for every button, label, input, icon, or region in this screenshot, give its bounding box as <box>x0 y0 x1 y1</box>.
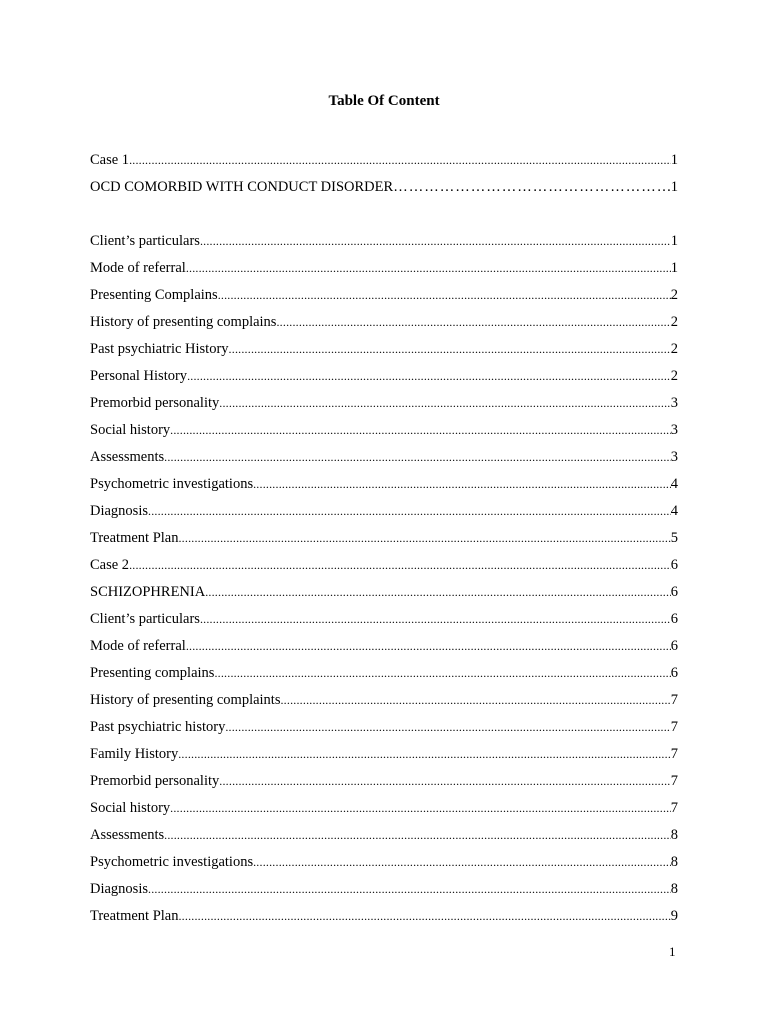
toc-entry-page: .1 <box>667 179 678 195</box>
toc-entry-past-psychiatric-history[interactable] <box>90 336 678 363</box>
toc-dot-leader <box>170 795 671 822</box>
toc-dot-leader <box>219 768 670 795</box>
toc-entry-premorbid-personality[interactable] <box>90 390 678 417</box>
toc-entry-label: History of presenting complains <box>90 314 277 330</box>
toc-dot-leader <box>205 579 671 606</box>
toc-entry-label: Mode of referral <box>90 260 186 276</box>
toc-entry-family-history[interactable] <box>90 741 678 768</box>
toc-entry-history-of-presenting-complaints-2[interactable] <box>90 687 678 714</box>
toc-dot-leader <box>170 417 671 444</box>
toc-dot-leader <box>186 633 671 660</box>
toc-entry-label: Social history <box>90 422 171 438</box>
toc-dot-leader <box>186 255 671 282</box>
toc-entry-page: 6 <box>670 584 678 600</box>
toc-entry-label: SCHIZOPHRENIA <box>90 584 206 600</box>
toc-entry-page: 8 <box>670 827 678 843</box>
toc-entry-page: 6 <box>670 611 678 627</box>
toc-entry-page: 2 <box>670 287 678 303</box>
toc-entry-clients-particulars-2[interactable] <box>90 606 678 633</box>
toc-dot-leader <box>229 336 671 363</box>
toc-entry-label: Client’s particulars <box>90 611 200 627</box>
toc-entry-page: 6 <box>670 665 678 681</box>
toc-entry-label: Treatment Plan <box>90 530 179 546</box>
toc-entry-premorbid-personality-2[interactable] <box>90 768 678 795</box>
toc-entry-mode-of-referral[interactable] <box>90 255 678 282</box>
toc-entry-page: 3 <box>670 422 678 438</box>
toc-entry-label: Psychometric investigations <box>90 476 254 492</box>
toc-dot-leader <box>178 741 671 768</box>
toc-entry-label: Treatment Plan <box>90 908 179 924</box>
toc-entry-history-of-presenting-complains[interactable] <box>90 309 678 336</box>
toc-entry-page: 2 <box>670 341 678 357</box>
toc-entry-page: 8 <box>670 854 678 870</box>
toc-entry-label: Client’s particulars <box>90 233 200 249</box>
toc-entry-label: Personal History <box>90 368 188 384</box>
toc-entry-clients-particulars[interactable] <box>90 228 678 255</box>
toc-entry-label: Presenting complains <box>90 665 215 681</box>
toc-entry-page: 4 <box>670 476 678 492</box>
toc-entry-page: 6 <box>670 557 678 573</box>
toc-entry-page: 7 <box>670 800 678 816</box>
toc-dot-leader <box>200 228 671 255</box>
toc-entry-case-2[interactable] <box>90 552 678 579</box>
toc-entry-schizophrenia[interactable] <box>90 579 678 606</box>
toc-entry-page: 3 <box>670 449 678 465</box>
toc-entry-label: Case 2 <box>90 557 130 573</box>
toc-entry-label: Psychometric investigations <box>90 854 254 870</box>
toc-dot-leader <box>225 714 670 741</box>
toc-dot-leader <box>148 498 671 525</box>
toc-title: Table Of Content <box>328 93 440 109</box>
toc-entry-label: Past psychiatric History <box>90 341 229 357</box>
toc-entry-label: Assessments <box>90 449 165 465</box>
toc-dot-leader <box>253 471 671 498</box>
toc-dot-leader <box>164 444 671 471</box>
toc-entry-diagnosis[interactable] <box>90 498 678 525</box>
toc-entry-page: 1 <box>670 152 678 168</box>
toc-dot-leader <box>219 390 670 417</box>
toc-entry-label: Social history <box>90 800 171 816</box>
toc-entry-mode-of-referral-2[interactable] <box>90 633 678 660</box>
toc-entry-treatment-plan[interactable] <box>90 525 678 552</box>
toc-entry-label: Premorbid personality <box>90 395 220 411</box>
toc-entry-label: Case 1 <box>90 152 130 168</box>
toc-dot-leader <box>187 363 671 390</box>
toc-dot-leader <box>129 147 671 174</box>
toc-entry-presenting-complains-2[interactable] <box>90 660 678 687</box>
toc-entry-page: 2 <box>670 368 678 384</box>
toc-dot-leader <box>178 903 670 930</box>
toc-dot-leader <box>276 309 670 336</box>
toc-entry-page: 1 <box>670 260 678 276</box>
toc-entry-page: 7 <box>670 773 678 789</box>
toc-entry-label: Assessments <box>90 827 165 843</box>
toc-dot-leader <box>164 822 671 849</box>
toc-entry-label: Family History <box>90 746 179 762</box>
toc-entry-psychometric-investigations-2[interactable] <box>90 849 678 876</box>
toc-entry-social-history-2[interactable] <box>90 795 678 822</box>
toc-entry-page: 7 <box>670 746 678 762</box>
toc-entry-assessments-2[interactable] <box>90 822 678 849</box>
toc-entry-page: 6 <box>670 638 678 654</box>
toc-entry-psychometric-investigations[interactable] <box>90 471 678 498</box>
toc-dot-leader <box>218 282 671 309</box>
toc-list <box>90 147 678 930</box>
toc-entry-label: Past psychiatric history <box>90 719 226 735</box>
toc-entry-treatment-plan-2[interactable] <box>90 903 678 930</box>
toc-entry-label: Presenting Complains <box>90 287 218 303</box>
toc-dot-leader <box>129 552 671 579</box>
toc-dot-leader <box>393 174 667 201</box>
toc-entry-page: 7 <box>670 692 678 708</box>
toc-entry-label: OCD COMORBID WITH CONDUCT DISORDER <box>90 179 394 195</box>
toc-dot-leader <box>253 849 671 876</box>
toc-entry-label: Mode of referral <box>90 638 186 654</box>
toc-entry-page: 2 <box>670 314 678 330</box>
toc-entry-label: Diagnosis <box>90 503 148 519</box>
toc-entry-page: 7 <box>670 719 678 735</box>
toc-entry-page: 4 <box>670 503 678 519</box>
toc-dot-leader <box>280 687 670 714</box>
toc-entry-case-1[interactable] <box>90 147 678 174</box>
toc-entry-diagnosis-2[interactable] <box>90 876 678 903</box>
toc-entry-presenting-complains[interactable] <box>90 282 678 309</box>
page-number: 1 <box>669 944 676 959</box>
toc-entry-label: History of presenting complaints <box>90 692 281 708</box>
toc-entry-page: 3 <box>670 395 678 411</box>
toc-entry-personal-history[interactable] <box>90 363 678 390</box>
toc-entry-page: 9 <box>670 908 678 924</box>
toc-entry-ocd-comorbid[interactable] <box>90 174 678 201</box>
toc-entry-page: 5 <box>670 530 678 546</box>
toc-dot-leader <box>148 876 671 903</box>
toc-dot-leader <box>178 525 670 552</box>
toc-entry-assessments[interactable] <box>90 444 678 471</box>
toc-entry-past-psychiatric-history-2[interactable] <box>90 714 678 741</box>
toc-entry-label: Diagnosis <box>90 881 148 897</box>
toc-entry-page: 8 <box>670 881 678 897</box>
toc-entry-page: 1 <box>670 233 678 249</box>
toc-entry-label: Premorbid personality <box>90 773 220 789</box>
toc-dot-leader <box>200 606 671 633</box>
toc-entry-social-history[interactable] <box>90 417 678 444</box>
toc-dot-leader <box>214 660 670 687</box>
